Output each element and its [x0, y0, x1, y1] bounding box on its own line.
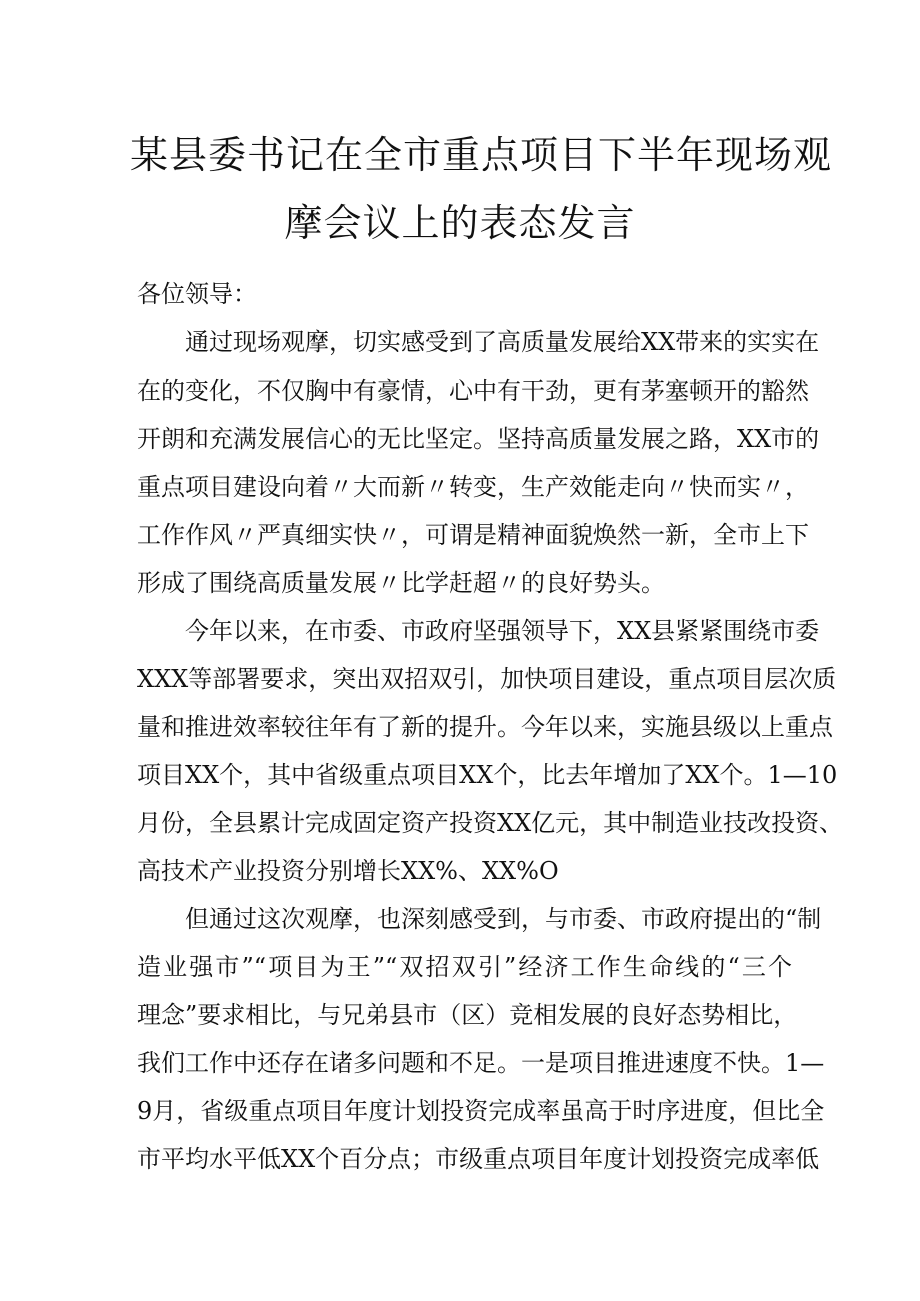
paragraph-line: 今年以来，在市委、市政府坚强领导下，XX县紧紧围绕市委: [185, 617, 820, 645]
document-title-line-1: 某县委书记在全市重点项目下半年现场观: [130, 133, 833, 177]
paragraph-line: 开朗和充满发展信心的无比坚定。坚持高质量发展之路，XX市的: [137, 425, 820, 453]
document-title-line-2: 摩会议上的表态发言: [284, 201, 636, 245]
paragraph-line: 量和推进效率较往年有了新的提升。今年以来，实施县级以上重点: [137, 713, 833, 741]
paragraph-line: 理念”要求相比，与兄弟县市（区）竞相发展的良好态势相比，: [137, 1001, 798, 1029]
paragraph-line: 造业强市”“项目为王”“双招双引”经济工作生命线的“三个: [137, 953, 792, 981]
paragraph-line: 形成了围绕高质量发展〃比学赶超〃的良好势头。: [137, 569, 665, 597]
paragraph-line: 高技术产业投资分别增长XX%、XX%O: [137, 857, 559, 885]
paragraph-line: 但通过这次观摩，也深刻感受到，与市委、市政府提出的“制: [185, 905, 822, 933]
paragraph-line: 9月，省级重点项目年度计划投资完成率虽高于时序进度，但比全: [137, 1097, 825, 1125]
paragraph-line: 月份，全县累计完成固定资产投资XX亿元，其中制造业技改投资、: [137, 809, 844, 837]
salutation: 各位领导：: [137, 280, 257, 308]
paragraph-line: 通过现场观摩，切实感受到了高质量发展给XX带来的实实在: [185, 328, 820, 356]
paragraph-line: 重点项目建设向着〃大而新〃转变，生产效能走向〃快而实〃，: [137, 473, 809, 501]
paragraph-line: 在的变化，不仅胸中有豪情，心中有干劲，更有茅塞顿开的豁然: [137, 377, 809, 405]
paragraph-line: 项目XX个，其中省级重点项目XX个，比去年增加了XX个。1—10: [137, 761, 838, 789]
paragraph-line: 我们工作中还存在诸多问题和不足。一是项目推进速度不快。1—: [137, 1049, 825, 1077]
paragraph-line: 工作作风〃严真细实快〃，可谓是精神面貌焕然一新，全市上下: [137, 521, 809, 549]
paragraph-line: 市平均水平低XX个百分点；市级重点项目年度计划投资完成率低: [137, 1145, 820, 1173]
paragraph-line: XXX等部署要求，突出双招双引，加快项目建设，重点项目层次质: [137, 665, 837, 693]
